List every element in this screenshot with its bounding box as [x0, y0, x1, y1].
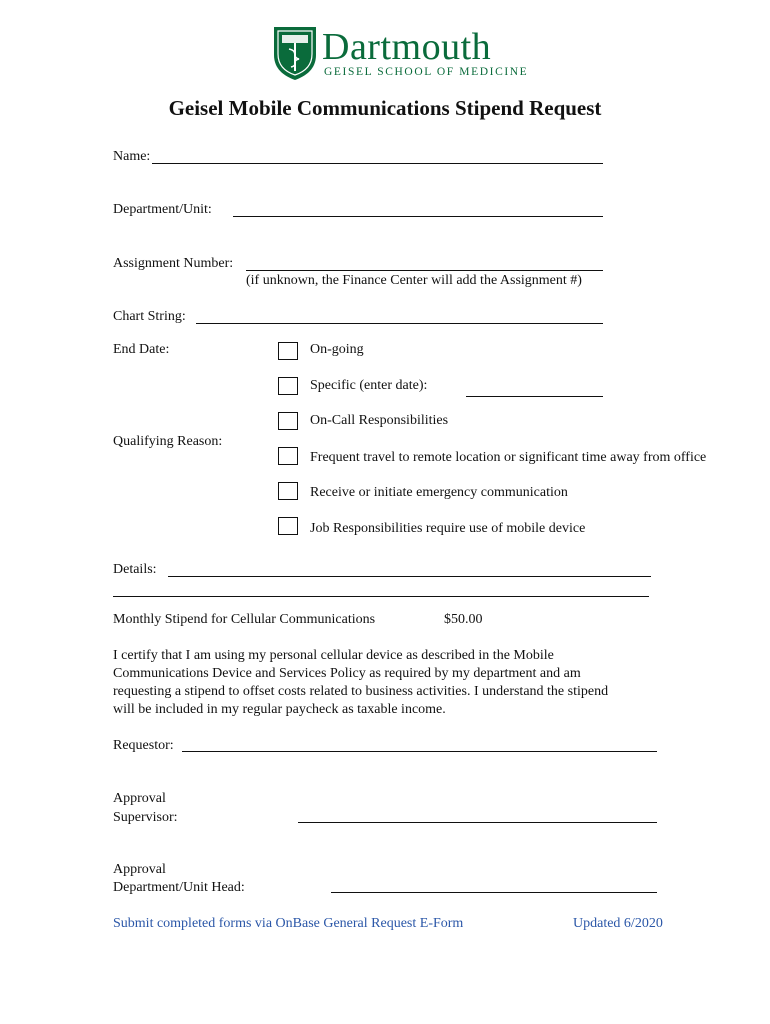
submit-instructions-link[interactable]: Submit completed forms via OnBase General Request E-Form [113, 916, 464, 931]
specific-date-checkbox[interactable] [278, 377, 298, 395]
logo-wordmark: Dartmouth [322, 26, 492, 68]
details-label: Details: [113, 562, 157, 577]
certification-line: will be included in my regular paycheck as taxable income. [113, 702, 446, 717]
ongoing-label: On-going [310, 342, 364, 357]
supervisor-field[interactable] [300, 804, 655, 822]
certification-line: Communications Device and Services Policy as required by my department and am [113, 666, 581, 681]
page-title: Geisel Mobile Communications Stipend Request [168, 96, 602, 120]
department-field[interactable] [235, 198, 601, 216]
chart-string-field[interactable] [198, 305, 601, 323]
stipend-amount: $50.00 [444, 612, 483, 627]
specific-date-underline [466, 396, 603, 397]
stipend-label: Monthly Stipend for Cellular Communications [113, 612, 376, 627]
department-head-underline [331, 892, 657, 893]
name-field[interactable] [154, 145, 601, 163]
ongoing-checkbox[interactable] [278, 342, 298, 360]
job-responsibilities-label: Job Responsibilities require use of mobile device [310, 521, 586, 536]
requestor-label: Requestor: [113, 738, 174, 753]
frequent-travel-checkbox[interactable] [278, 447, 298, 465]
chart-string-label: Chart String: [113, 309, 186, 324]
certification-line: I certify that I am using my personal cellular device as described in the Mobile [113, 648, 554, 663]
qualifying-reason-label: Qualifying Reason: [113, 434, 223, 449]
certification-line: requesting a stipend to offset costs related to business activities. I understand the stipend [113, 684, 609, 699]
on-call-label: On-Call Responsibilities [310, 413, 449, 428]
assignment-label: Assignment Number: [113, 256, 234, 271]
assignment-underline [246, 270, 603, 271]
department-label: Department/Unit: [113, 202, 212, 217]
shield-icon [272, 25, 318, 81]
specific-date-field[interactable] [468, 378, 601, 396]
logo-subtitle: GEISEL SCHOOL OF MEDICINE [324, 66, 529, 78]
frequent-travel-label: Frequent travel to remote location or significant time away from office [310, 450, 707, 465]
assignment-note: (if unknown, the Finance Center will add the Assignment #) [246, 273, 582, 288]
assignment-field[interactable] [248, 252, 601, 270]
on-call-checkbox[interactable] [278, 412, 298, 430]
supervisor-underline [298, 822, 657, 823]
department-head-field[interactable] [333, 874, 655, 892]
updated-date: Updated 6/2020 [573, 916, 663, 931]
name-underline [152, 163, 603, 164]
details-underline-2 [113, 596, 649, 597]
department-underline [233, 216, 603, 217]
job-responsibilities-checkbox[interactable] [278, 517, 298, 535]
chart-string-underline [196, 323, 603, 324]
approval-head-label-2: Department/Unit Head: [113, 880, 245, 895]
details-underline-1 [168, 576, 651, 577]
emergency-communication-label: Receive or initiate emergency communication [310, 485, 568, 500]
approval-supervisor-label-1: Approval [113, 791, 166, 806]
approval-head-label-1: Approval [113, 862, 166, 877]
end-date-label: End Date: [113, 342, 170, 357]
emergency-communication-checkbox[interactable] [278, 482, 298, 500]
details-field[interactable] [170, 558, 649, 576]
approval-supervisor-label-2: Supervisor: [113, 810, 178, 825]
specific-date-label: Specific (enter date): [310, 378, 428, 393]
requestor-field[interactable] [184, 734, 655, 752]
name-label: Name: [113, 149, 151, 164]
